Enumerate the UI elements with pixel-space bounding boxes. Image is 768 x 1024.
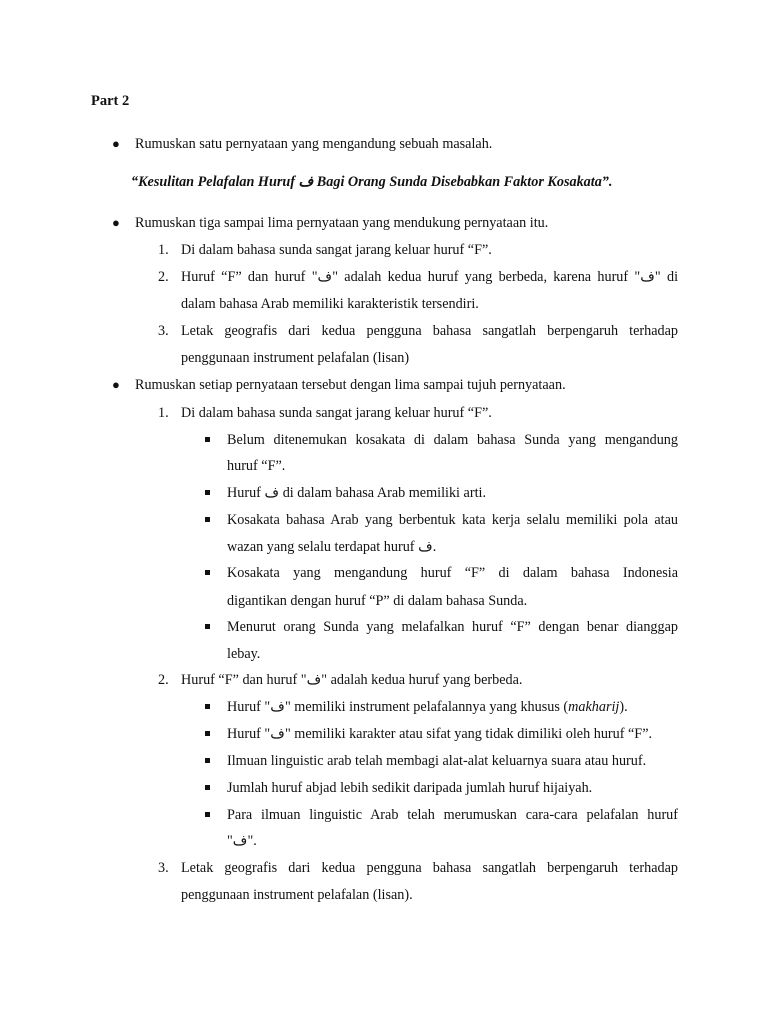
- bullet-dot: ●: [112, 136, 120, 151]
- sub-item-text: Para ilmuan linguistic Arab telah merumuskan cara-cara pelafalan huruf: [227, 807, 678, 823]
- sub-item-text: Ilmuan linguistic arab telah membagi alat-alat keluarnya suara atau huruf.: [227, 753, 647, 769]
- list-item-text-cont: dalam bahasa Arab memiliki karakteristik tersendiri.: [181, 296, 479, 312]
- term-makharij: makharij: [568, 699, 620, 715]
- sub-item-text: Huruf "ف" memiliki karakter atau sifat yang tidak dimiliki oleh huruf “F”.: [227, 726, 653, 742]
- sub-item-text: Kosakata bahasa Arab yang berbentuk kata kerja selalu memiliki pola atau: [227, 512, 678, 528]
- list-number: 2.: [158, 269, 169, 285]
- list-item-text: Di dalam bahasa sunda sangat jarang keluar huruf “F”.: [181, 242, 492, 258]
- square-bullet: [205, 758, 210, 763]
- list-item-text-cont: penggunaan instrument pelafalan (lisan).: [181, 887, 413, 903]
- square-bullet: [205, 731, 210, 736]
- sub-item-text: Belum ditenemukan kosakata di dalam bahasa Sunda yang mengandung: [227, 432, 678, 448]
- list-item-text: Letak geografis dari kedua pengguna bahasa sangatlah berpengaruh terhadap: [181, 860, 678, 876]
- square-bullet: [205, 570, 210, 575]
- bullet-dot: ●: [112, 215, 120, 230]
- group-title: Di dalam bahasa sunda sangat jarang keluar huruf “F”.: [181, 405, 492, 421]
- group-title: Huruf “F” dan huruf "ف" adalah kedua huruf yang berbeda.: [181, 672, 523, 688]
- sub-item-text: Kosakata yang mengandung huruf “F” di dalam bahasa Indonesia: [227, 565, 678, 581]
- bullet-dot: ●: [112, 377, 120, 392]
- problem-statement: “Kesulitan Pelafalan Huruf ف Bagi Orang Sunda Disebabkan Faktor Kosakata”.: [131, 174, 613, 190]
- list-number: 1.: [158, 405, 169, 421]
- square-bullet: [205, 437, 210, 442]
- list-number: 3.: [158, 323, 169, 339]
- sub-item-text-cont: wazan yang selalu terdapat huruf ف.: [227, 539, 437, 555]
- square-bullet: [205, 490, 210, 495]
- sub-item-text: Huruf ف di dalam bahasa Arab memiliki arti.: [227, 485, 486, 501]
- section3-prompt: Rumuskan setiap pernyataan tersebut dengan lima sampai tujuh pernyataan.: [135, 377, 566, 393]
- list-number: 3.: [158, 860, 169, 876]
- sub-item-text-cont: huruf “F”.: [227, 458, 286, 474]
- sub-item-text: Jumlah huruf abjad lebih sedikit daripada jumlah huruf hijaiyah.: [227, 780, 593, 796]
- part-title: Part 2: [91, 93, 130, 109]
- list-number: 1.: [158, 242, 169, 258]
- list-item-text-cont: penggunaan instrument pelafalan (lisan): [181, 350, 410, 366]
- sub-item-text-cont: lebay.: [227, 646, 261, 662]
- sub-item-text: Huruf "ف" memiliki instrument pelafalannya yang khusus (makharij).: [227, 699, 628, 715]
- square-bullet: [205, 812, 210, 817]
- list-item-text: Huruf “F” dan huruf "ف" adalah kedua huruf yang berbeda, karena huruf "ف" di: [181, 269, 679, 285]
- section1-prompt: Rumuskan satu pernyataan yang mengandung sebuah masalah.: [135, 136, 493, 152]
- sub-item-text-cont: digantikan dengan huruf “P” di dalam bahasa Sunda.: [227, 593, 528, 609]
- square-bullet: [205, 517, 210, 522]
- sub-item-text: Menurut orang Sunda yang melafalkan huruf “F” dengan benar dianggap: [227, 619, 678, 635]
- square-bullet: [205, 624, 210, 629]
- list-number: 2.: [158, 672, 169, 688]
- square-bullet: [205, 704, 210, 709]
- list-item-text: Letak geografis dari kedua pengguna bahasa sangatlah berpengaruh terhadap: [181, 323, 678, 339]
- square-bullet: [205, 785, 210, 790]
- sub-item-text-cont: "ف".: [227, 833, 257, 849]
- section2-prompt: Rumuskan tiga sampai lima pernyataan yang mendukung pernyataan itu.: [135, 215, 549, 231]
